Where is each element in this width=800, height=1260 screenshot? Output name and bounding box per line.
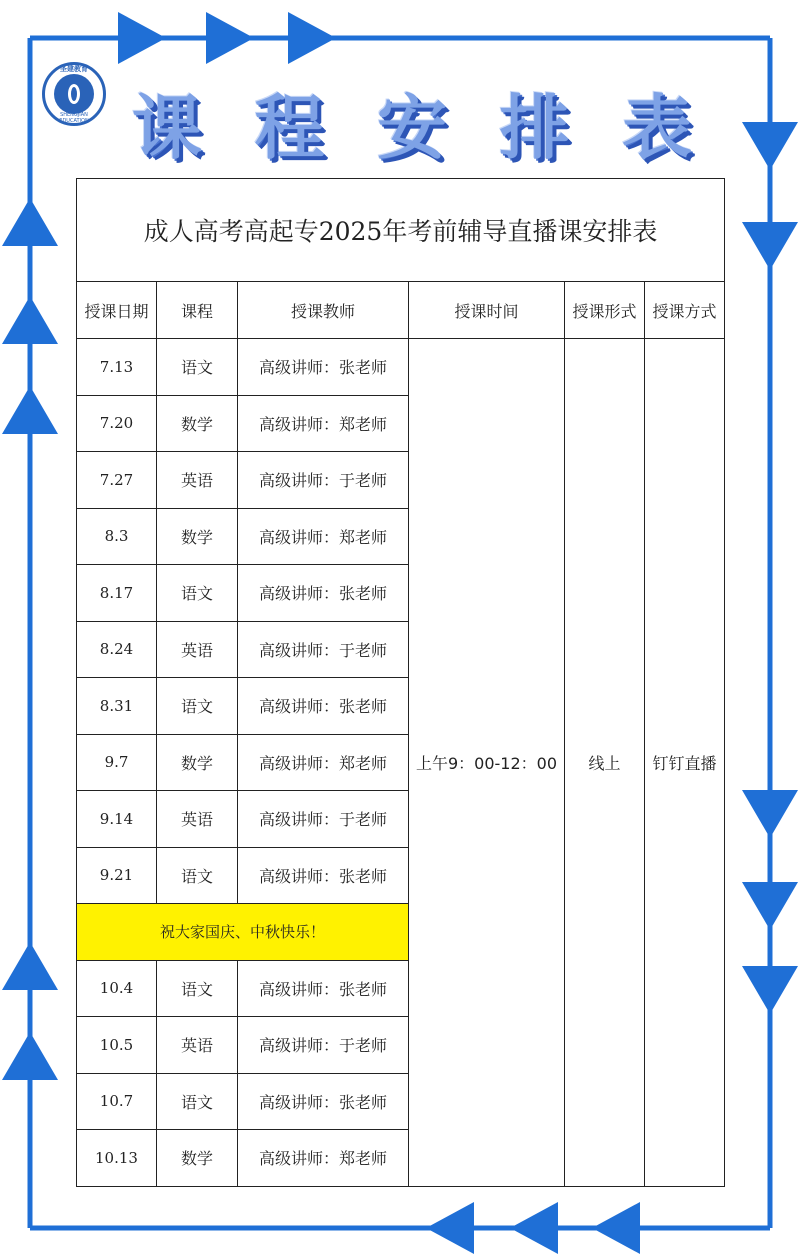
arrow-up-icon xyxy=(2,942,58,990)
arrow-left-icon xyxy=(592,1202,640,1254)
cell-teacher: 高级讲师：郑老师 xyxy=(238,508,409,565)
cell-date: 7.20 xyxy=(77,395,157,452)
cell-teacher: 高级讲师：张老师 xyxy=(238,565,409,622)
cell-date: 8.31 xyxy=(77,678,157,735)
cell-teacher: 高级讲师：于老师 xyxy=(238,621,409,678)
cell-format-shared: 线上 xyxy=(565,339,645,1187)
header-course: 课程 xyxy=(157,282,238,339)
cell-date: 9.14 xyxy=(77,791,157,848)
cell-date: 7.13 xyxy=(77,339,157,396)
cell-date: 10.4 xyxy=(77,960,157,1017)
holiday-note: 祝大家国庆、中秋快乐！ xyxy=(77,904,409,961)
cell-date: 10.13 xyxy=(77,1130,157,1187)
cell-course: 数学 xyxy=(157,734,238,791)
cell-course: 语文 xyxy=(157,678,238,735)
cell-course: 语文 xyxy=(157,339,238,396)
header-date: 授课日期 xyxy=(77,282,157,339)
arrow-right-icon xyxy=(206,12,254,64)
arrow-down-icon xyxy=(742,882,798,930)
brand-logo xyxy=(42,62,106,126)
cell-teacher: 高级讲师：郑老师 xyxy=(238,395,409,452)
cell-teacher: 高级讲师：于老师 xyxy=(238,1017,409,1074)
cell-teacher: 高级讲师：张老师 xyxy=(238,678,409,735)
cell-date: 8.24 xyxy=(77,621,157,678)
cell-course: 语文 xyxy=(157,1073,238,1130)
header-teacher: 授课教师 xyxy=(238,282,409,339)
cell-teacher: 高级讲师：于老师 xyxy=(238,452,409,509)
cell-teacher: 高级讲师：张老师 xyxy=(238,1073,409,1130)
arrow-down-icon xyxy=(742,790,798,838)
cell-course: 数学 xyxy=(157,395,238,452)
arrow-up-icon xyxy=(2,1032,58,1080)
schedule-table xyxy=(76,178,725,1187)
banner-char: 程 xyxy=(254,86,325,169)
header-method: 授课方式 xyxy=(645,282,725,339)
arrow-up-icon xyxy=(2,198,58,246)
cell-date: 8.17 xyxy=(77,565,157,622)
cell-date: 10.5 xyxy=(77,1017,157,1074)
banner-char: 表 xyxy=(622,86,692,169)
cell-date: 10.7 xyxy=(77,1073,157,1130)
cell-course: 语文 xyxy=(157,847,238,904)
table-title: 成人高考高起专2025年考前辅导直播课安排表 xyxy=(77,179,725,282)
cell-teacher: 高级讲师：郑老师 xyxy=(238,1130,409,1187)
table-row xyxy=(77,339,725,396)
cell-teacher: 高级讲师：郑老师 xyxy=(238,734,409,791)
cell-method-shared: 钉钉直播 xyxy=(645,339,725,1187)
table-header-row xyxy=(77,282,725,339)
cell-teacher: 高级讲师：于老师 xyxy=(238,791,409,848)
cell-course: 语文 xyxy=(157,565,238,622)
arrow-left-icon xyxy=(510,1202,558,1254)
cell-date: 7.27 xyxy=(77,452,157,509)
logo-subtitle: SHENGJIAN EDUCATION xyxy=(59,112,89,124)
arrow-left-icon xyxy=(426,1202,474,1254)
cell-course: 数学 xyxy=(157,508,238,565)
banner-char: 课 xyxy=(132,86,202,169)
arrow-down-icon xyxy=(742,122,798,170)
cell-teacher: 高级讲师：张老师 xyxy=(238,960,409,1017)
header-time: 授课时间 xyxy=(409,282,565,339)
banner-title xyxy=(112,72,712,172)
cell-course: 英语 xyxy=(157,621,238,678)
logo-text: 圣建教育 xyxy=(60,65,88,73)
banner-char: 排 xyxy=(499,86,570,169)
cell-course: 英语 xyxy=(157,452,238,509)
arrow-up-icon xyxy=(2,386,58,434)
banner-char: 安 xyxy=(377,86,447,169)
logo-emblem xyxy=(54,74,94,114)
arrow-down-icon xyxy=(742,222,798,270)
cell-course: 数学 xyxy=(157,1130,238,1187)
cell-teacher: 高级讲师：张老师 xyxy=(238,847,409,904)
cell-course: 英语 xyxy=(157,791,238,848)
arrow-right-icon xyxy=(288,12,336,64)
cell-teacher: 高级讲师：张老师 xyxy=(238,339,409,396)
cell-course: 语文 xyxy=(157,960,238,1017)
cell-time-shared: 上午9：00-12：00 xyxy=(409,339,565,1187)
cell-date: 9.7 xyxy=(77,734,157,791)
cell-date: 8.3 xyxy=(77,508,157,565)
arrow-up-icon xyxy=(2,296,58,344)
arrow-down-icon xyxy=(742,966,798,1014)
cell-date: 9.21 xyxy=(77,847,157,904)
cell-course: 英语 xyxy=(157,1017,238,1074)
header-format: 授课形式 xyxy=(565,282,645,339)
arrow-right-icon xyxy=(118,12,166,64)
